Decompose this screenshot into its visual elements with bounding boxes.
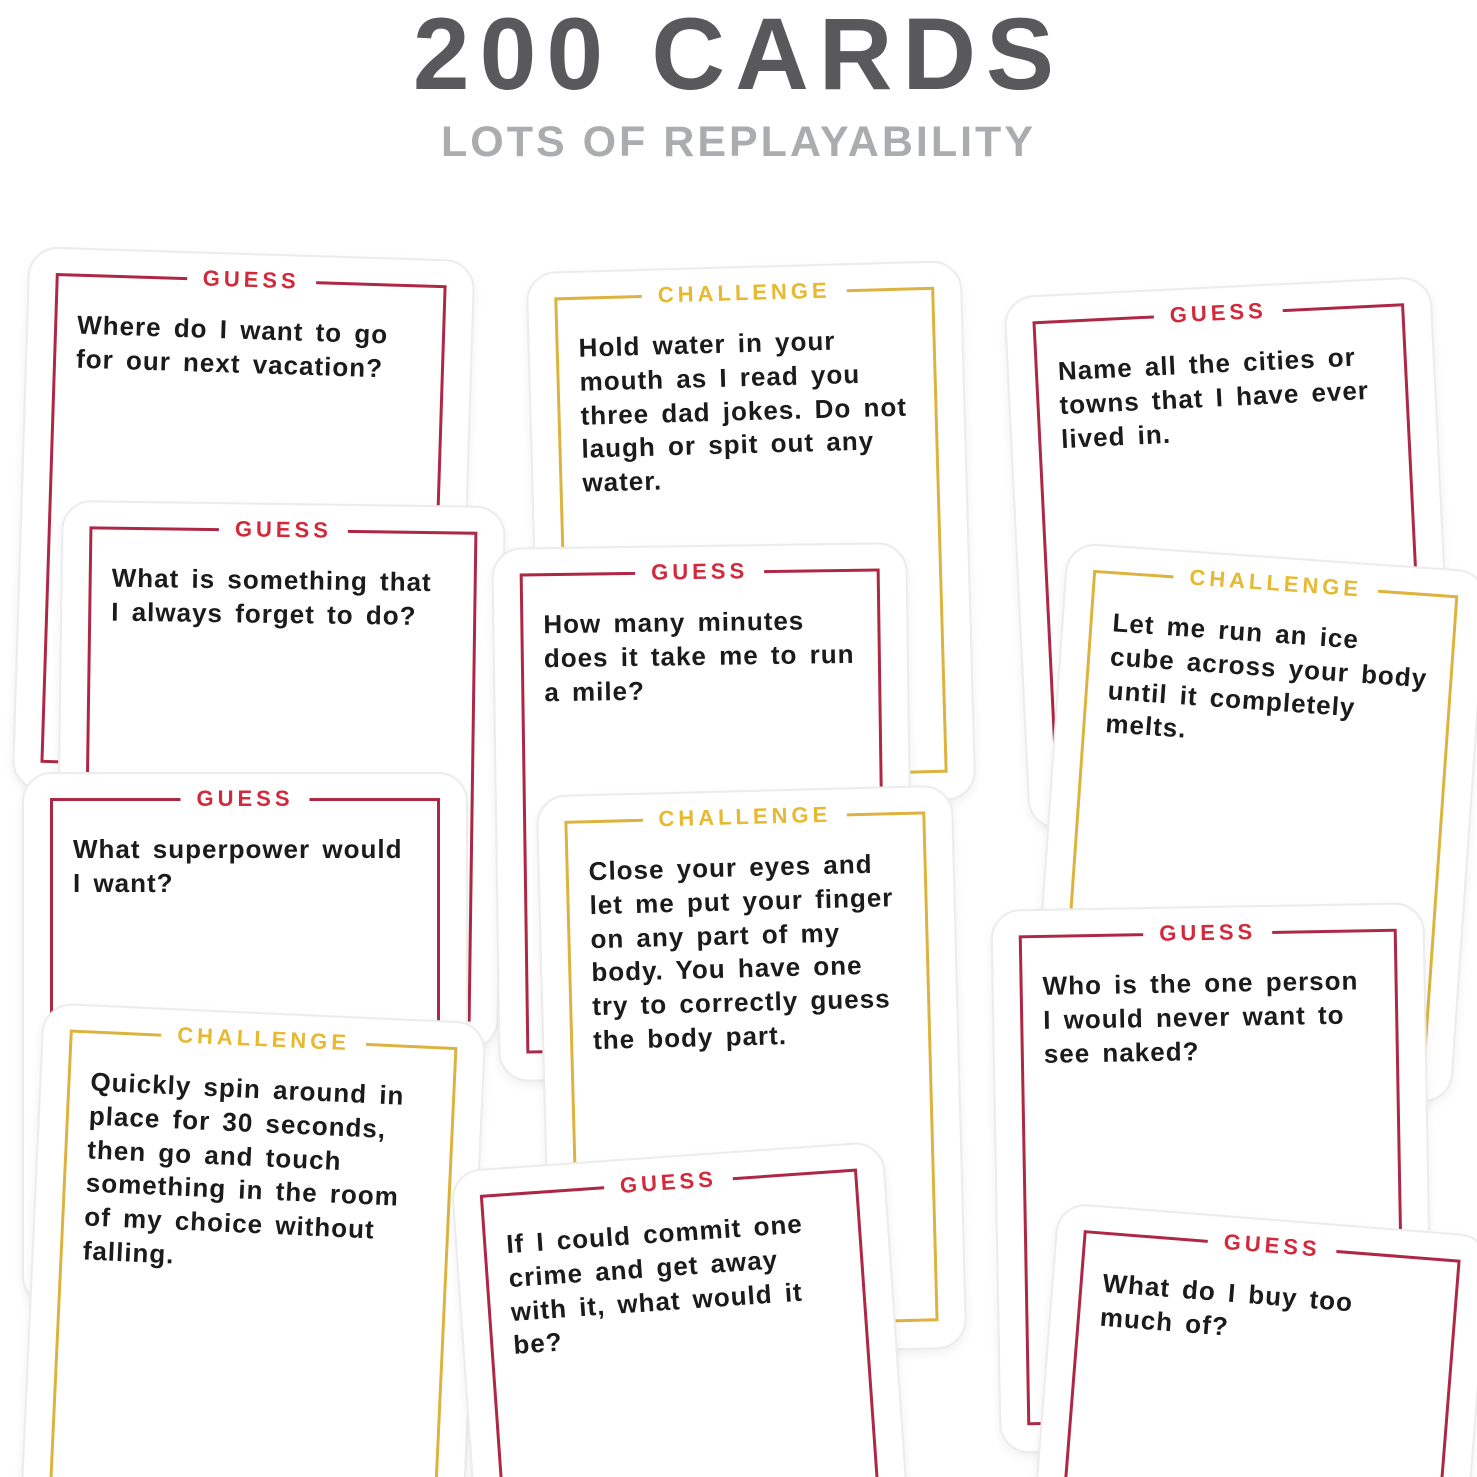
card-frame <box>480 1166 898 1477</box>
card-12-guess-buy <box>1007 1202 1477 1477</box>
card-type-label: CHALLENGE <box>1173 563 1379 603</box>
card-type-label: CHALLENGE <box>641 277 847 309</box>
card-frame <box>1038 1230 1461 1477</box>
card-text: Let me run an ice cube across your body until it completely melts. <box>1104 607 1429 745</box>
card-text: Close your eyes and let me put your finger on any part of my body. You have one try to correctly guess the body part. <box>588 848 894 1056</box>
card-type-label: CHALLENGE <box>161 1022 367 1057</box>
card-type-label: GUESS <box>180 786 309 812</box>
card-type-label: GUESS <box>1143 919 1272 947</box>
card-text: What superpower would I want? <box>73 834 403 898</box>
card-type-label: GUESS <box>1153 297 1283 329</box>
card-text: Hold water in your mouth as I read you three dad jokes. Do not laugh or spit out any water. <box>578 325 908 498</box>
card-10-challenge-spin <box>13 1002 486 1477</box>
card-text: Name all the cities or towns that I have ever lived in. <box>1057 341 1370 454</box>
product-title: 200 CARDS <box>412 0 1065 111</box>
card-text: Where do I want to go for our next vacation? <box>75 309 389 384</box>
card-text: Quickly spin around in place for 30 seconds, then go and touch something in the room of my choice without falling. <box>82 1066 406 1270</box>
card-frame <box>43 1022 458 1477</box>
card-type-label: GUESS <box>603 1165 734 1200</box>
card-text: What is something that I always forget to do? <box>111 562 432 631</box>
card-text: Who is the one person I would never want to see naked? <box>1042 965 1359 1069</box>
header <box>0 0 1477 167</box>
card-type-label: GUESS <box>219 516 348 544</box>
card-text: If I could commit one crime and get away with it, what would it be? <box>505 1208 804 1361</box>
card-type-label: GUESS <box>635 558 764 586</box>
card-text: How many minutes does it take me to run a mile? <box>543 605 855 707</box>
card-type-label: GUESS <box>186 265 316 295</box>
card-type-label: CHALLENGE <box>642 801 848 832</box>
card-type-label: GUESS <box>1207 1228 1338 1264</box>
product-subtitle: LOTS OF REPLAYABILITY <box>441 118 1036 167</box>
card-11-guess-crime <box>450 1141 928 1477</box>
card-text: What do I buy too much of? <box>1098 1267 1355 1342</box>
